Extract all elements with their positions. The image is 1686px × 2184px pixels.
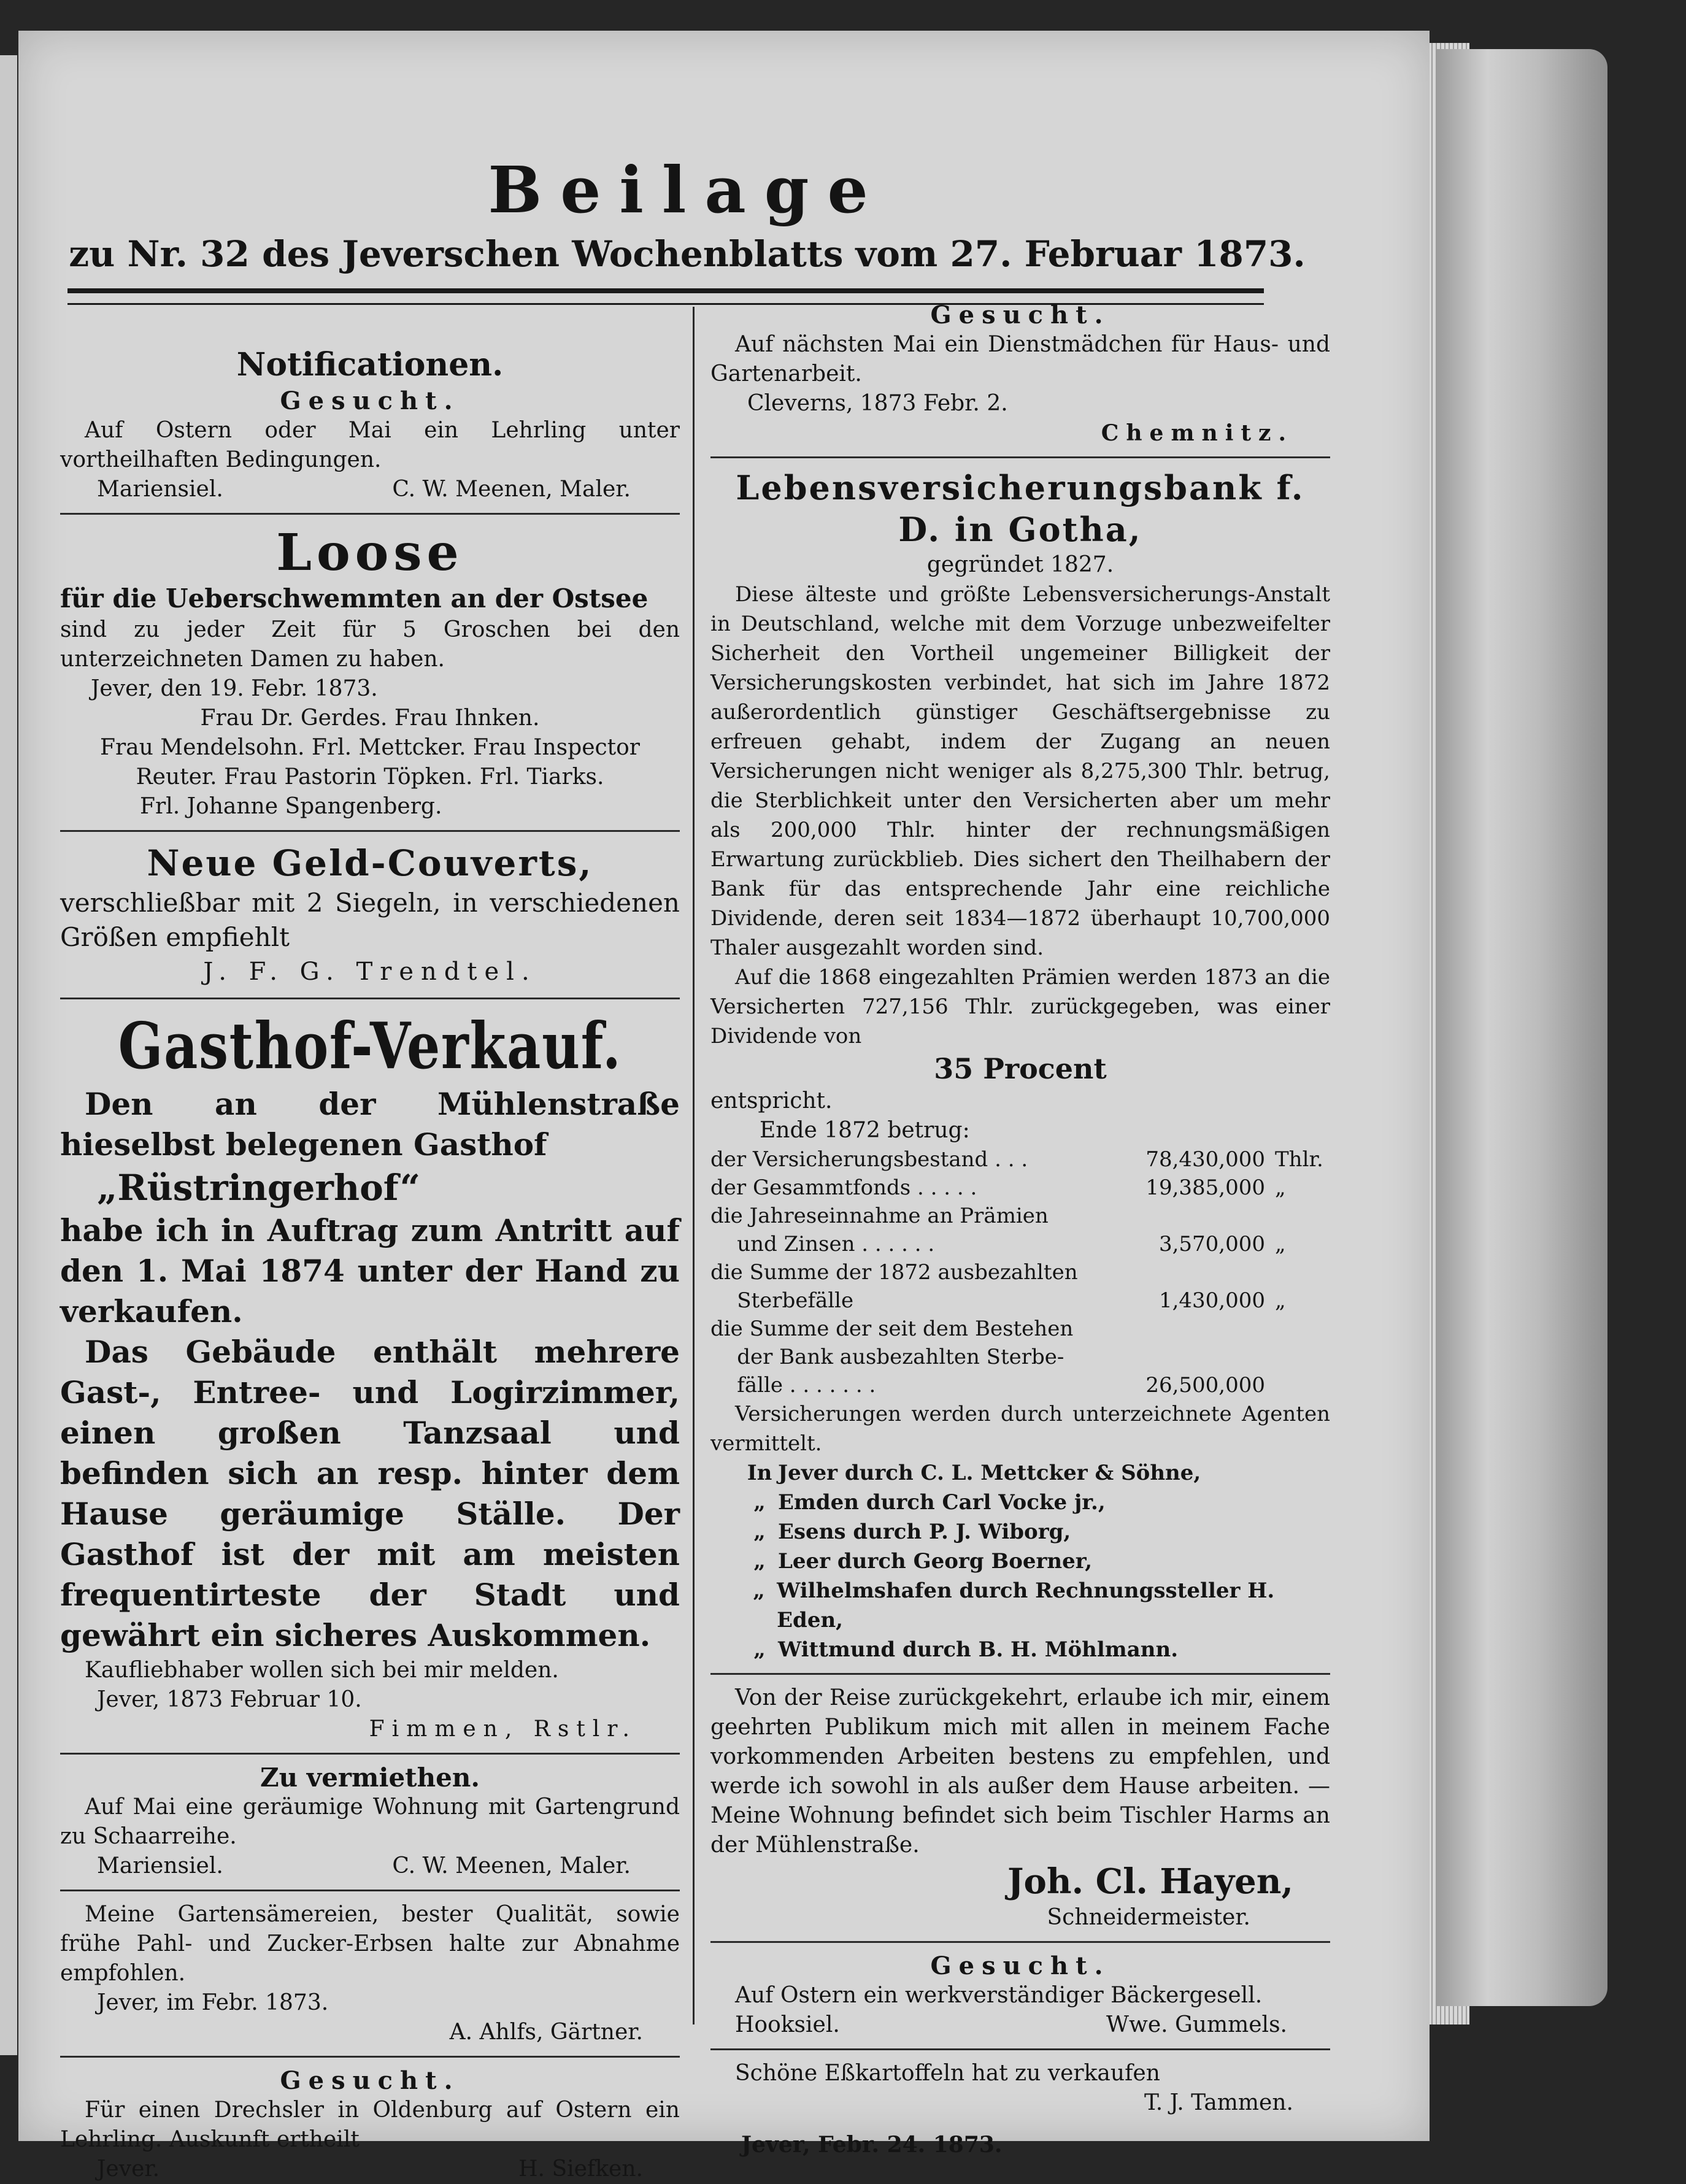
finance-value: 78,430,000 xyxy=(1145,1147,1265,1172)
couverts-signer: J. F. G. Trendtel. xyxy=(203,958,537,986)
agent-prefix: „ xyxy=(753,1490,766,1515)
gasthof-heading: Gasthof-Verkauf. xyxy=(118,1008,622,1083)
kartoffeln-text: Schöne Eßkartoffeln hat zu verkaufen xyxy=(735,2061,1160,2086)
agent-item xyxy=(741,1517,1330,1547)
notification-notice xyxy=(60,344,680,504)
finance-row xyxy=(710,1315,1330,1343)
loose-subheading: für die Ueberschwemmten an der Ostsee xyxy=(60,583,649,613)
gasthof-signer: Fimmen, Rstlr. xyxy=(369,1717,637,1742)
loose-notice xyxy=(60,523,680,821)
gasthof-notice xyxy=(60,1008,680,1744)
gesucht-heading: Gesucht. xyxy=(280,386,460,415)
agent-item xyxy=(741,1576,1330,1635)
divider-rule xyxy=(60,1753,680,1755)
loose-names: Reuter. Frau Pastorin Töpken. Frl. Tiarks. xyxy=(136,764,604,790)
finance-row xyxy=(710,1230,1330,1258)
baecker-signer: Wwe. Gummels. xyxy=(1106,2012,1287,2037)
finance-unit: Thlr. xyxy=(1275,1147,1323,1172)
notice-place: Mariensiel. xyxy=(97,477,223,502)
drechsler-heading: Gesucht. xyxy=(280,2066,460,2095)
hayen-title: Schneidermeister. xyxy=(1047,1905,1250,1930)
divider-rule xyxy=(710,456,1330,458)
loose-heading: Loose xyxy=(276,523,464,582)
finance-row xyxy=(710,1258,1330,1286)
finance-value xyxy=(1130,1315,1265,1343)
divider-rule xyxy=(710,1673,1330,1675)
divider-rule xyxy=(710,1941,1330,1943)
bank-text: Diese älteste und größte Lebensversicherungs-Anstalt in Deutschland, welche mit dem Vorzuge unbezweifelter Sicherheit den Vortheil ungemeiner Billigkeit der Versicherungskosten verbindet, hat sich im Jahre 1872 außerordentlich günstiger Geschäftsergebnisse zu erfreuen gehabt, indem der Zugang an neuen Versicherungen nicht weniger als 8,275,300 Thlr. betrug, die Sterblichkeit unter den Versicherten aber um mehr als 200,000 Thlr. hinter der rechnungsmäßigen Erwartung zurückblieb. Dies sichert den Theilhabern der Bank für das entsprechende Jahr eine reichliche Dividende, deren seit 1834—1872 überhaupt 10,700,000 Thaler ausgezahlt worden sind. xyxy=(710,582,1330,960)
gasthof-date: Jever, 1873 Februar 10. xyxy=(97,1687,362,1712)
left-column xyxy=(60,301,680,2184)
finance-unit: „ xyxy=(1275,1232,1286,1256)
agent-prefix: „ xyxy=(753,1578,765,1603)
masthead-subtitle: zu Nr. 32 des Jeverschen Wochenblatts vom 27. Februar 1873. xyxy=(69,233,1306,275)
finance-row xyxy=(710,1145,1330,1174)
dienst-date: Cleverns, 1873 Febr. 2. xyxy=(747,391,1008,416)
loose-names: Frl. Johanne Spangenberg. xyxy=(140,794,442,819)
bank-entspricht: entspricht. xyxy=(710,1088,833,1113)
vermiethen-heading: Zu vermiethen. xyxy=(260,1763,480,1793)
finance-label: Sterbefälle xyxy=(710,1288,854,1313)
divider-rule xyxy=(60,830,680,832)
agent-text: Emden durch Carl Vocke jr., xyxy=(778,1490,1106,1515)
bank-percent: 35 Procent xyxy=(934,1052,1107,1085)
previous-page-edge xyxy=(0,55,17,2055)
finance-unit: „ xyxy=(1275,1288,1286,1313)
finance-unit xyxy=(1265,1202,1330,1230)
agent-text: Wilhelmshafen durch Rechnungssteller H. Eden, xyxy=(777,1578,1275,1632)
loose-text: sind zu jeder Zeit für 5 Groschen bei den unterzeichneten Damen zu haben. xyxy=(60,617,680,672)
loose-names: Frau Mendelsohn. Frl. Mettcker. Frau Inspector xyxy=(99,735,641,760)
finance-label: und Zinsen . . . . . . xyxy=(710,1232,935,1256)
dienst-heading: Gesucht. xyxy=(930,301,1111,329)
couverts-heading: Neue Geld-Couverts, xyxy=(147,842,593,884)
agent-text: Jever durch C. L. Mettcker & Söhne, xyxy=(778,1461,1201,1485)
drechsler-text: Für einen Drechsler in Oldenburg auf Ostern ein Lehrling. Auskunft ertheilt xyxy=(60,2097,680,2152)
gartensamen-text: Meine Gartensämereien, bester Qualität, sowie frühe Pahl- und Zucker-Erbsen halte zur Abnahme empfohlen. xyxy=(60,1902,680,1986)
finance-label: fälle . . . . . . . xyxy=(710,1373,876,1398)
finance-value: 26,500,000 xyxy=(1145,1373,1265,1398)
column-divider xyxy=(693,307,695,2024)
drechsler-place: Jever. xyxy=(97,2156,160,2182)
right-column xyxy=(710,301,1330,2159)
book-cover-edge xyxy=(1436,49,1607,2006)
divider-rule xyxy=(60,2056,680,2058)
divider-rule xyxy=(60,1890,680,1891)
baecker-text: Auf Ostern ein werkverständiger Bäckergesell. xyxy=(735,1983,1263,2008)
agent-prefix: In xyxy=(747,1461,772,1485)
agent-prefix: „ xyxy=(753,1549,766,1574)
gasthof-text: habe ich in Auftrag zum Antritt auf den 1. Mai 1874 unter der Hand zu verkaufen. xyxy=(60,1212,680,1329)
finance-value xyxy=(1130,1258,1265,1286)
dienst-text: Auf nächsten Mai ein Dienstmädchen für Haus- und Gartenarbeit. xyxy=(710,332,1330,386)
finance-label: der Versicherungsbestand . . . xyxy=(710,1147,1028,1172)
finance-unit xyxy=(1265,1258,1330,1286)
couverts-text: verschließbar mit 2 Siegeln, in verschiedenen Größen empfiehlt xyxy=(60,888,680,952)
divider-rule xyxy=(60,513,680,515)
finance-value xyxy=(1130,1343,1265,1371)
bank-text: Auf die 1868 eingezahlten Prämien werden 1873 an die Versicherten 727,156 Thlr. zurückgegeben, was einer Dividende von xyxy=(710,965,1330,1048)
loose-date: Jever, den 19. Febr. 1873. xyxy=(91,676,378,701)
finance-table xyxy=(710,1145,1330,1399)
gasthof-name: „Rüstringerhof“ xyxy=(97,1167,420,1209)
finance-value: 19,385,000 xyxy=(1145,1175,1265,1200)
bank-founded: gegründet 1827. xyxy=(926,552,1114,577)
vermiethen-place: Mariensiel. xyxy=(97,1853,223,1878)
agent-item xyxy=(741,1547,1330,1576)
finance-value xyxy=(1130,1202,1265,1230)
finance-row xyxy=(710,1343,1330,1371)
divider-rule xyxy=(60,998,680,999)
agent-item xyxy=(741,1488,1330,1517)
finance-value: 3,570,000 xyxy=(1158,1232,1265,1256)
newspaper-page xyxy=(18,31,1430,2182)
agent-text: Leer durch Georg Boerner, xyxy=(778,1549,1093,1574)
finance-unit xyxy=(1265,1371,1330,1399)
hayen-text: Von der Reise zurückgekehrt, erlaube ich mir, einem geehrten Publikum mich mit allen in meinem Fache vorkommenden Arbeiten bestens zu empfehlen, und werde ich sowohl in als außer dem Hause arbeiten. — Meine Wohnung befindet sich beim Tischler Harms an der Mühlenstraße. xyxy=(710,1685,1330,1858)
gasthof-text: Das Gebäude enthält mehrere Gast-, Entree- und Logirzimmer, einen großen Tanzsaal und befinden sich an resp. hinter dem Hause geräumige Ställe. Der Gasthof ist der mit am meisten frequentirteste der Stadt und gewährt ein sicheres Auskommen. xyxy=(60,1334,680,1653)
vermiethen-signer: C. W. Meenen, Maler. xyxy=(392,1853,631,1878)
notice-text: Auf Ostern oder Mai ein Lehrling unter vortheilhaften Bedingungen. xyxy=(60,418,680,472)
finance-unit: „ xyxy=(1275,1175,1286,1200)
finance-label: die Jahreseinnahme an Prämien xyxy=(710,1204,1049,1228)
agent-text: Esens durch P. J. Wiborg, xyxy=(778,1520,1071,1544)
drechsler-notice xyxy=(60,2066,680,2184)
agent-prefix: „ xyxy=(753,1637,766,1662)
agent-prefix: „ xyxy=(753,1520,766,1544)
finance-value: 1,430,000 xyxy=(1158,1288,1265,1313)
couverts-notice xyxy=(60,840,680,989)
kartoffeln-notice xyxy=(710,2059,1330,2159)
gartensamen-signer: A. Ahlfs, Gärtner. xyxy=(449,2020,643,2045)
baecker-place: Hooksiel. xyxy=(735,2012,840,2037)
baecker-notice xyxy=(710,1951,1330,2040)
divider-rule xyxy=(710,2048,1330,2050)
agents-text: Versicherungen werden durch unterzeichnete Agenten vermittelt. xyxy=(710,1402,1330,1456)
finance-label: der Bank ausbezahlten Sterbe- xyxy=(710,1345,1064,1369)
agent-text: Wittmund durch B. H. Möhlmann. xyxy=(778,1637,1179,1662)
hayen-notice xyxy=(710,1683,1330,1932)
gasthof-text: Kaufliebhaber wollen sich bei mir melden. xyxy=(85,1658,559,1683)
dienst-notice xyxy=(710,301,1330,448)
finance-label: der Gesammtfonds . . . . . xyxy=(710,1175,977,1200)
bank-heading: Lebensversicherungsbank f. D. in Gotha, xyxy=(736,468,1305,549)
page-footer-date: Jever, Febr. 24. 1873. xyxy=(741,2132,1003,2158)
gartensamen-notice xyxy=(60,1900,680,2047)
bank-notice xyxy=(710,467,1330,1664)
gasthof-text: Den an der Mühlenstraße hieselbst belegenen Gasthof xyxy=(60,1086,680,1163)
finance-row xyxy=(710,1371,1330,1399)
vermiethen-notice xyxy=(60,1763,680,1881)
notifications-heading: Notificationen. xyxy=(236,346,504,383)
masthead-title: Beilage xyxy=(488,152,887,228)
finance-row xyxy=(710,1174,1330,1202)
agent-list xyxy=(710,1458,1330,1664)
finance-unit xyxy=(1265,1343,1330,1371)
finance-unit xyxy=(1265,1315,1330,1343)
drechsler-signer: H. Siefken. xyxy=(518,2156,643,2182)
hayen-signer: Joh. Cl. Hayen, xyxy=(1007,1861,1293,1902)
loose-names: Frau Dr. Gerdes. Frau Ihnken. xyxy=(200,706,540,731)
finance-label: die Summe der seit dem Bestehen xyxy=(710,1317,1074,1341)
masthead xyxy=(67,153,1307,277)
baecker-heading: Gesucht. xyxy=(930,1951,1111,1980)
finance-label: die Summe der 1872 ausbezahlten xyxy=(710,1260,1078,1285)
finance-row xyxy=(710,1202,1330,1230)
bank-ende: Ende 1872 betrug: xyxy=(760,1118,970,1143)
notice-signer: C. W. Meenen, Maler. xyxy=(392,477,631,502)
agent-item xyxy=(741,1635,1330,1664)
gartensamen-date: Jever, im Febr. 1873. xyxy=(97,1990,329,2015)
agent-item xyxy=(741,1458,1330,1488)
finance-row xyxy=(710,1286,1330,1315)
dienst-city: Chemnitz. xyxy=(1101,420,1293,446)
kartoffeln-signer: T. J. Tammen. xyxy=(1144,2090,1293,2115)
vermiethen-text: Auf Mai eine geräumige Wohnung mit Gartengrund zu Schaarreihe. xyxy=(60,1794,680,1849)
